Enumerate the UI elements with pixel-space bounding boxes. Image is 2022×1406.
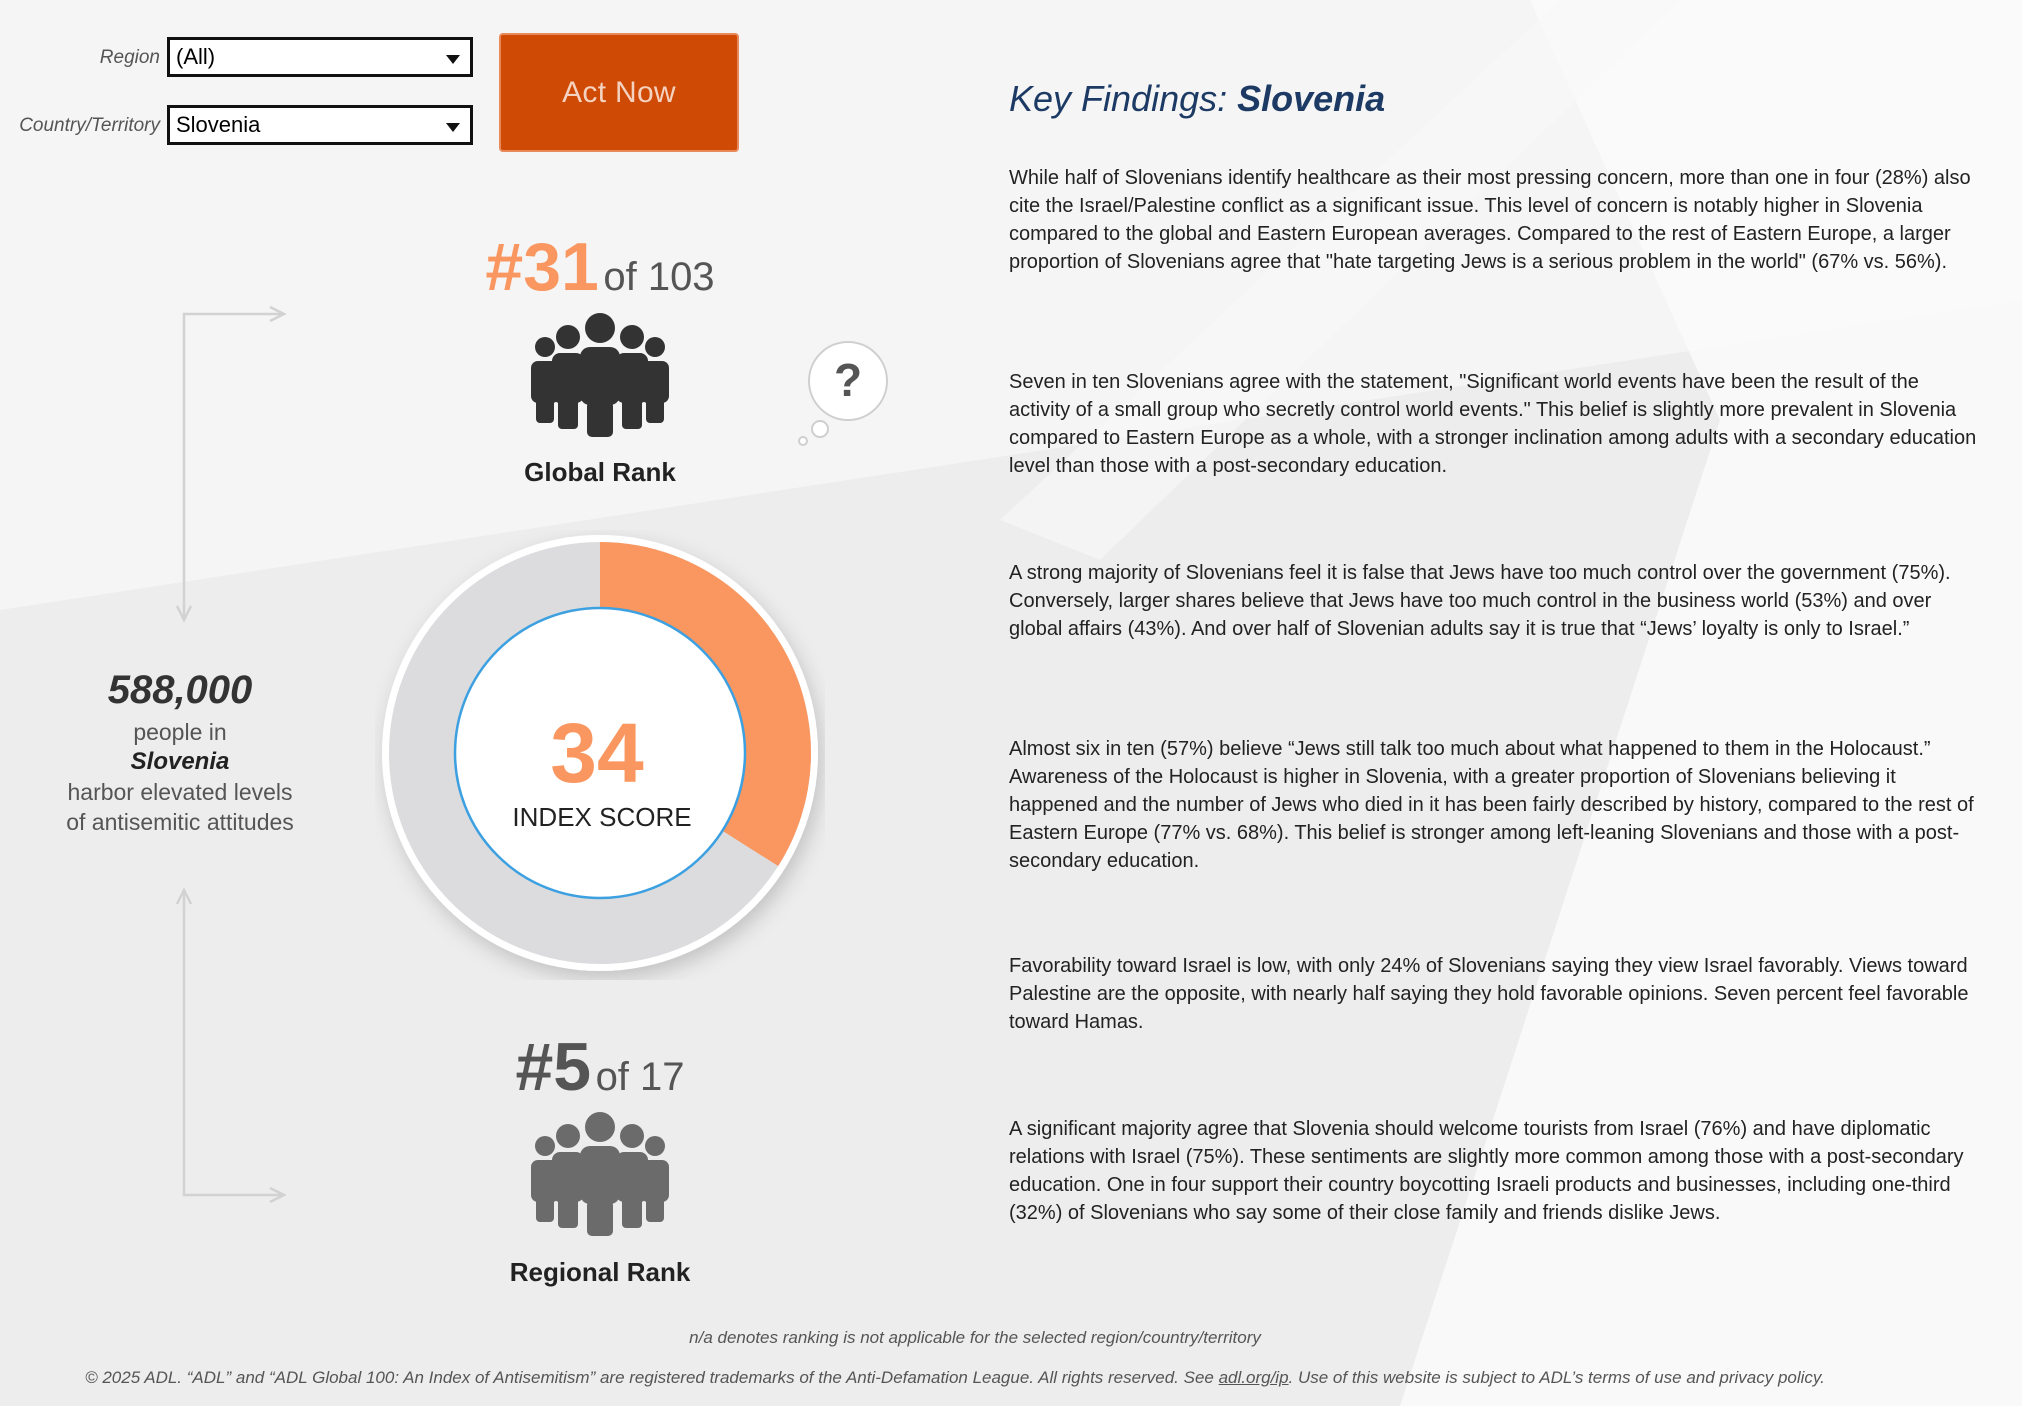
- finding-paragraph: Favorability toward Israel is low, with only 24% of Slovenians saying they view Israel favorably. Views toward Palestine are the opposite, with nearly half saying they hold favorable opinions. Seven percent feel favorable toward Hamas.: [1009, 955, 1969, 1033]
- global-rank-number: #31: [485, 229, 599, 305]
- region-dropdown-arrow-icon: [446, 55, 460, 64]
- country-label: Country/Territory: [19, 115, 160, 136]
- regional-rank-number: #5: [515, 1029, 592, 1105]
- global-group-people-icon: [525, 313, 675, 438]
- help-question-icon[interactable]: [795, 338, 895, 448]
- population-line-people-in: people in: [133, 719, 227, 745]
- finding-paragraph: A strong majority of Slovenians feel it is false that Jews have too much control over the government (75%). Conversely, larger shares believe that Jews have too much control in the business world (53%) and over global affairs (43%). And over half of Slovenian adults say it is true that “Jews’ loyalty is only to Israel.”: [1009, 562, 1951, 640]
- region-label: Region: [99, 47, 160, 68]
- key-findings-title: [1009, 78, 1385, 120]
- finding-paragraph: Almost six in ten (57%) believe “Jews still talk too much about what happened to them in the Holocaust.” Awareness of the Holocaust is higher in Slovenia, with a greater proportion of Slovenians believing it happened and the number of Jews who died in it has been fairly described by history, compared to the rest of Eastern Europe (77% vs. 68%). This belief is stronger among left-leaning Slovenians and those with a post-secondary education.: [1009, 738, 1974, 872]
- population-country: Slovenia: [130, 748, 230, 775]
- ip-link[interactable]: adl.org/ip: [1218, 1368, 1289, 1387]
- population-stat: [30, 668, 330, 837]
- na-footnote: n/a denotes ranking is not applicable for the selected region/country/territory: [689, 1328, 1261, 1347]
- index-score-label: INDEX SCORE: [512, 802, 692, 832]
- finding-paragraph: A significant majority agree that Slovenia should welcome tourists from Israel (76%) and have diplomatic relations with Israel (75%). These sentiments are slightly more common among those with a post-secondary education. One in four support their country boycotting Israeli products and businesses, including one-third (32%) of Slovenians who say some of their close family and friends dislike Jews.: [1009, 1118, 1964, 1224]
- population-line-attitudes: of antisemitic attitudes: [66, 809, 294, 835]
- act-now-button[interactable]: Act Now: [499, 33, 739, 152]
- copyright-text-start: © 2025 ADL. “ADL” and “ADL Global 100: An Index of Antisemitism” are registered trademarks of the Anti-Defamation League. All rights reserved. See: [85, 1368, 1219, 1387]
- help-question-mark: ?: [833, 354, 863, 406]
- country-select-value: Slovenia: [176, 112, 261, 137]
- regional-rank-total: of 17: [595, 1055, 685, 1099]
- index-score-donut: [375, 530, 825, 980]
- key-findings-country: Slovenia: [1237, 78, 1386, 119]
- global-rank-total: of 103: [603, 255, 715, 299]
- global-rank-heading: [440, 228, 760, 306]
- global-rank-label: Global Rank: [524, 457, 676, 487]
- copyright-footer: [0, 1368, 1930, 1388]
- copyright-text-end: . Use of this website is subject to ADL’s terms of use and privacy policy.: [1288, 1368, 1825, 1387]
- finding-paragraph: While half of Slovenians identify healthcare as their most pressing concern, more than one in four (28%) also cite the Israel/Palestine conflict as a significant issue. This level of concern is notably higher in Slovenia compared to the global and Eastern European averages. Compared to the rest of Eastern Europe, a larger proportion of Slovenians agree that "hate targeting Jews is a serious problem in the world" (67% vs. 56%).: [1009, 167, 1971, 273]
- regional-rank-heading: [440, 1028, 760, 1106]
- regional-rank-label: Regional Rank: [509, 1257, 691, 1287]
- country-dropdown-arrow-icon: [446, 123, 460, 132]
- index-score-value: 34: [550, 706, 644, 800]
- finding-paragraph: Seven in ten Slovenians agree with the statement, "Significant world events have been the result of the activity of a small group who secretly control world events." This belief is slightly more prevalent in Slovenia compared to Eastern Europe as a whole, with a stronger inclination among adults with a secondary education level than those with a post-secondary education.: [1009, 371, 1977, 477]
- regional-group-people-icon: [525, 1112, 675, 1237]
- region-select[interactable]: [167, 37, 473, 77]
- country-select[interactable]: [167, 105, 473, 145]
- key-findings-prefix: Key Findings:: [1009, 78, 1228, 119]
- population-count: 588,000: [107, 668, 253, 712]
- region-select-value: (All): [176, 44, 216, 69]
- population-line-harbor: harbor elevated levels: [67, 779, 293, 805]
